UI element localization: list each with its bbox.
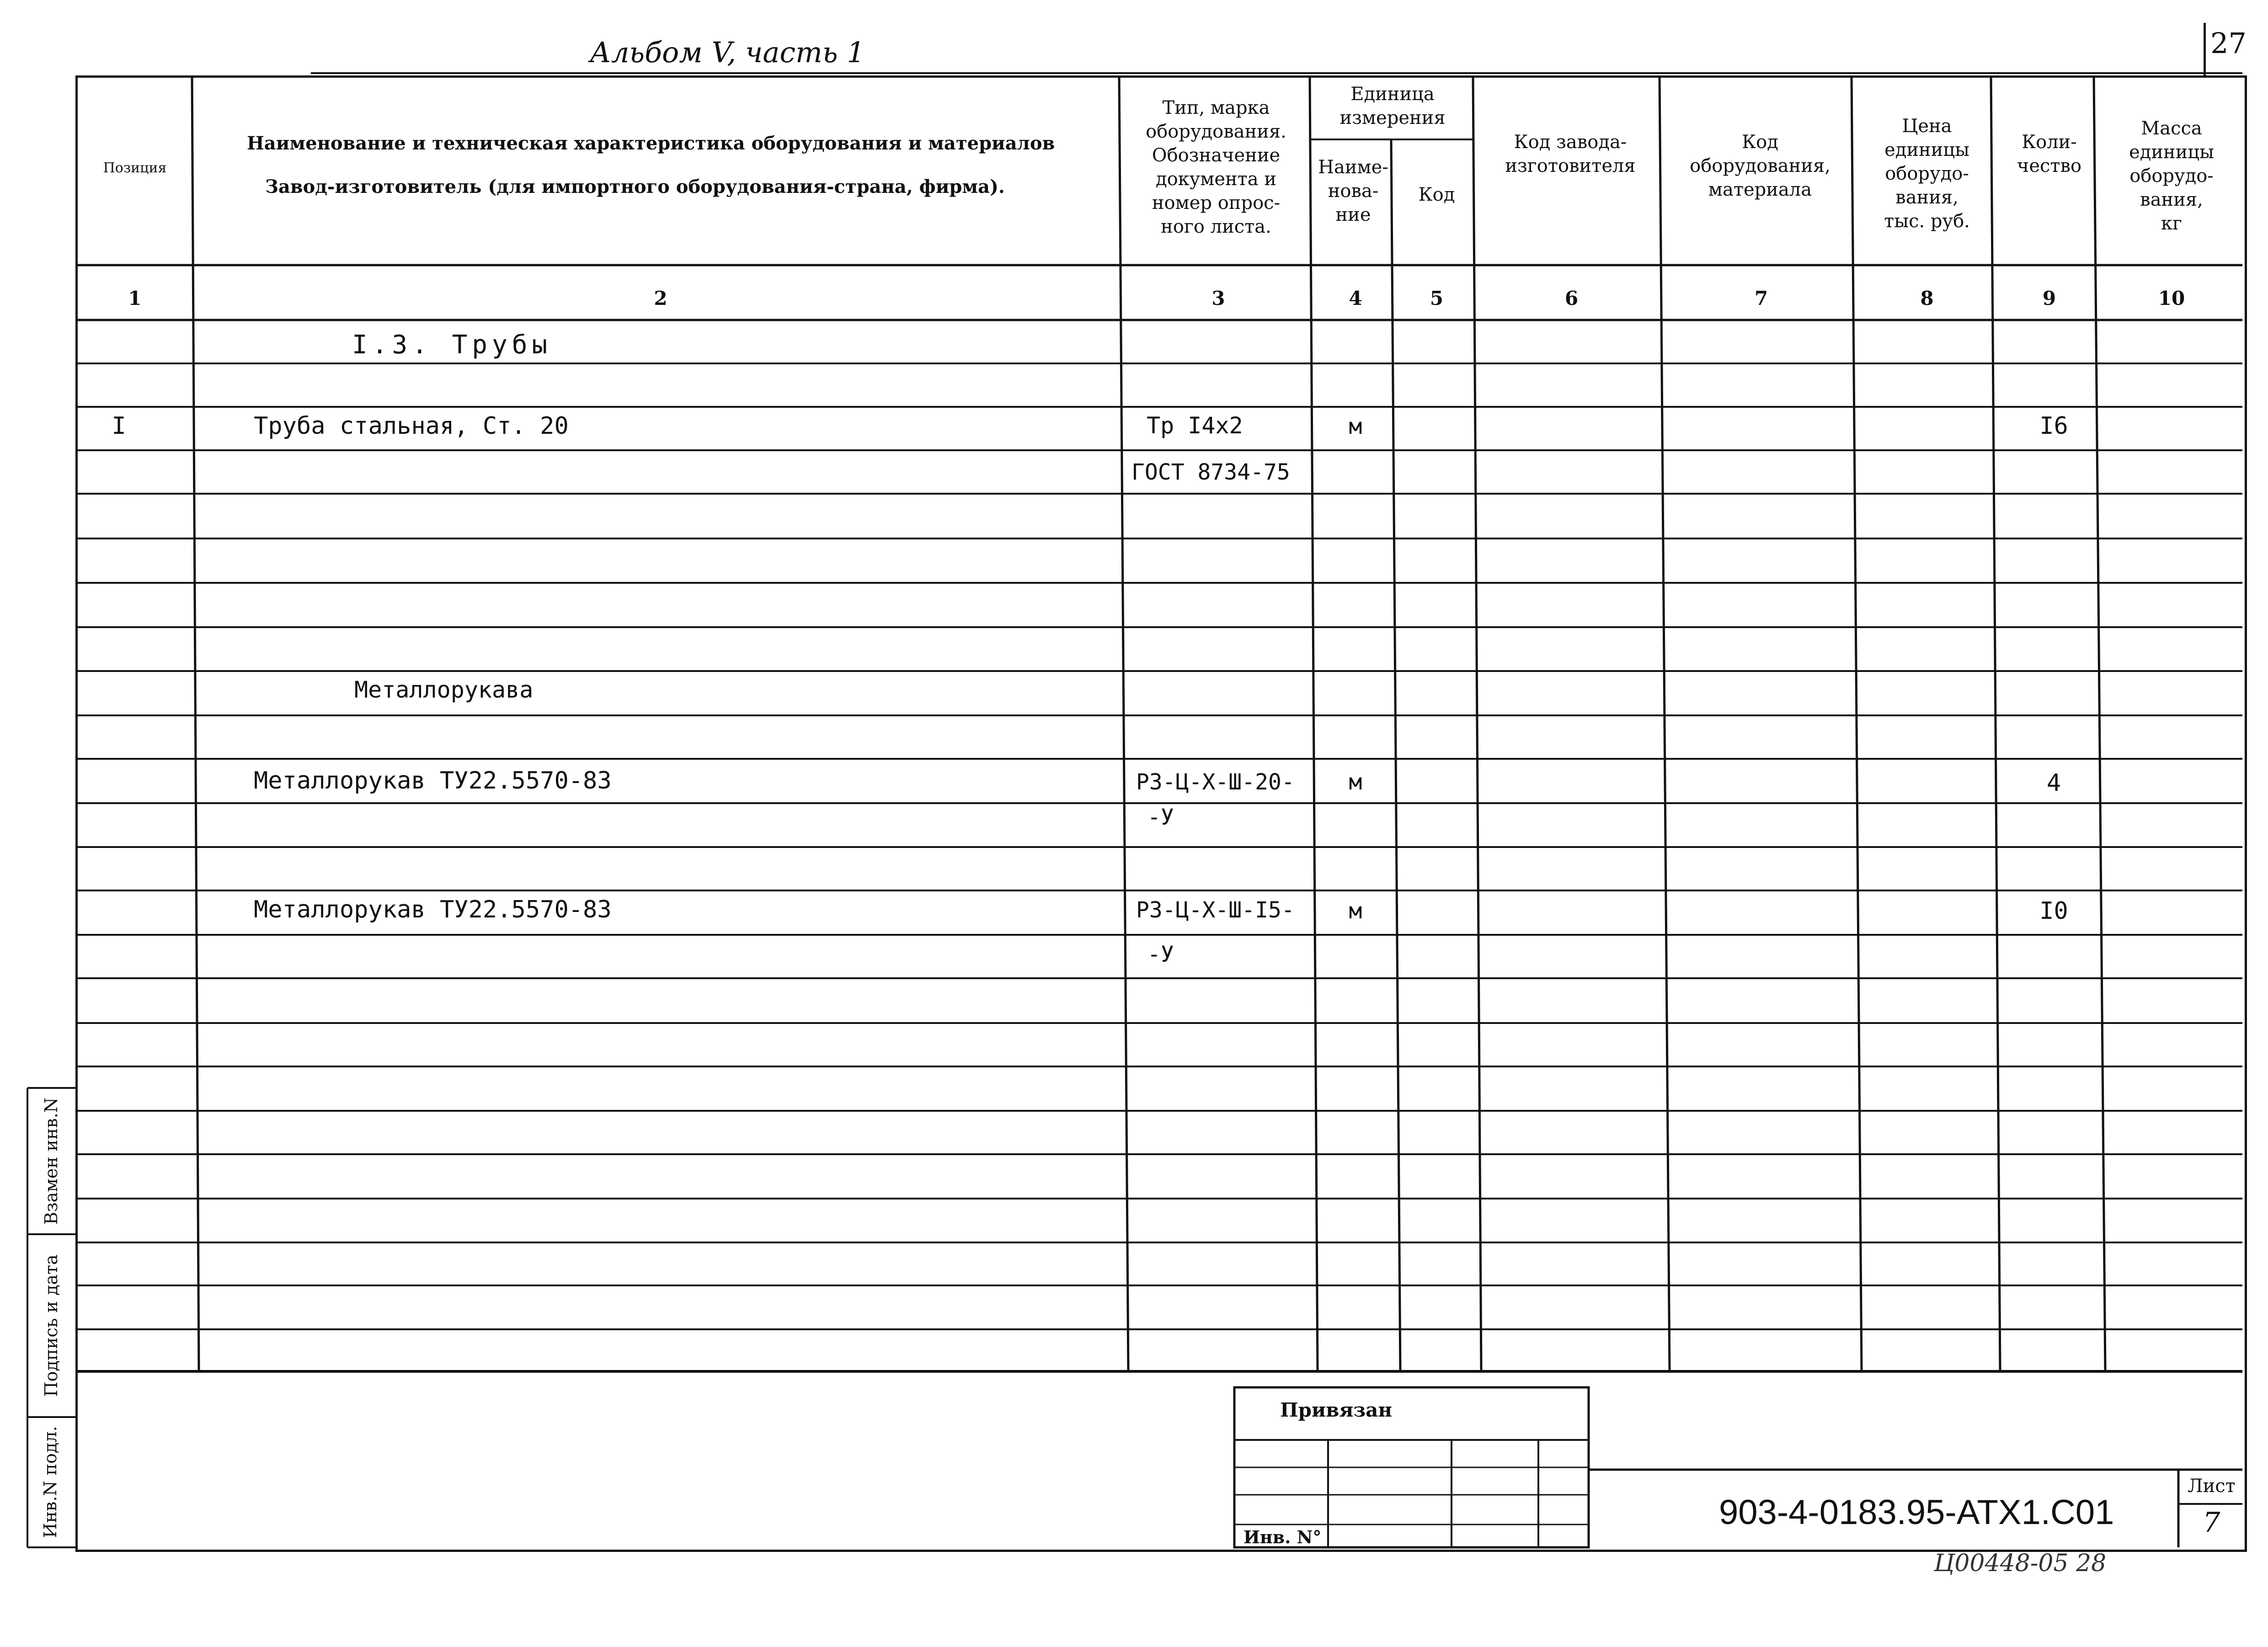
header-price-l1: Цена: [1902, 116, 1952, 137]
colnum-7: 7: [1754, 287, 1768, 309]
header-factory-l2: изготовителя: [1505, 155, 1636, 176]
hose1-type: РЗ-Ц-Х-Ш-20-: [1136, 769, 1295, 795]
header-type-l4: документа и: [1155, 169, 1277, 190]
header-unit-name-l1: Наиме-: [1318, 157, 1388, 178]
hose2-name: Металлорукав ТУ22.5570-83: [254, 896, 612, 923]
header-qty-l2: чество: [2017, 155, 2082, 176]
header-equip-l3: материала: [1708, 179, 1812, 200]
hose2-quantity: I0: [2039, 897, 2068, 925]
pipe-name: Труба стальная, Ст. 20: [254, 412, 569, 440]
header-unit-l2: измерения: [1339, 107, 1446, 128]
colnum-3: 3: [1211, 287, 1225, 309]
header-price-l2: единицы: [1884, 139, 1969, 160]
hose2-type: РЗ-Ц-Х-Ш-I5-: [1136, 897, 1295, 923]
header-quantity: [1998, 130, 2101, 178]
hose1-type-cont: -У: [1147, 805, 1174, 830]
album-title: Альбом V, часть 1: [590, 36, 865, 69]
colnum-8: 8: [1920, 287, 1934, 309]
sheet-number: 7: [2203, 1507, 2220, 1539]
colnum-9: 9: [2042, 287, 2056, 309]
header-type-l2: оборудования.: [1146, 121, 1286, 142]
pipe-quantity: I6: [2039, 412, 2068, 440]
hose2-unit: м: [1349, 898, 1362, 924]
page-number: 27: [2210, 27, 2247, 60]
stamp-inv-no: Инв. N°: [1243, 1527, 1322, 1547]
header-equip-l1: Код: [1742, 132, 1778, 153]
side-label-inv-original: Инв.N подл.: [40, 1426, 60, 1538]
colnum-4: 4: [1349, 287, 1362, 309]
header-name-line1: Наименование и техническая характеристика оборудования и материалов: [247, 133, 1055, 154]
header-mass-l2: единицы: [2129, 142, 2214, 163]
header-mass-l1: Масса: [2141, 118, 2202, 139]
side-label-signature-date: Подпись и дата: [41, 1254, 61, 1397]
header-type-l1: Тип, марка: [1162, 97, 1270, 118]
header-position: Позиция: [103, 160, 167, 176]
header-mass-l3: оборудо-: [2129, 165, 2214, 187]
header-unit-name: [1312, 155, 1394, 227]
header-type-l6: ного листа.: [1161, 216, 1271, 237]
hose2-type-cont: -У: [1147, 942, 1174, 967]
hose1-name: Металлорукав ТУ22.5570-83: [254, 767, 612, 794]
stamp-attached: Привязан: [1280, 1399, 1393, 1421]
section-title: I.3. Трубы: [352, 330, 552, 360]
pipe-gost: ГОСТ 8734-75: [1131, 459, 1290, 485]
header-type-l3: Обозначение: [1152, 145, 1281, 166]
footer-note: Ц00448-05 28: [1934, 1550, 2107, 1577]
header-price-l5: тыс. руб.: [1884, 211, 1970, 232]
header-unit-name-l2: нова-: [1328, 181, 1379, 202]
header-type: [1122, 96, 1310, 239]
header-price-l3: оборудо-: [1885, 163, 1969, 184]
sheet-label: Лист: [2188, 1476, 2236, 1497]
pipe-type: Тр I4х2: [1147, 412, 1243, 439]
subsection-hoses: Металлорукава: [354, 677, 534, 703]
header-qty-l1: Коли-: [2022, 132, 2077, 153]
header-equipment-code: [1666, 130, 1854, 202]
header-price: [1858, 114, 1996, 233]
colnum-6: 6: [1564, 287, 1579, 309]
header-mass-l5: кг: [2161, 213, 2182, 234]
side-label-replace-inv: Взамен инв.N: [41, 1097, 61, 1225]
header-unit-name-l3: ние: [1335, 204, 1371, 225]
header-equip-l2: оборудования,: [1690, 155, 1830, 176]
colnum-5: 5: [1430, 287, 1444, 309]
header-type-l5: номер опрос-: [1152, 192, 1281, 213]
header-unit-l1: Единица: [1350, 84, 1435, 105]
header-mass-l4: вания,: [2140, 189, 2203, 210]
hose1-unit: м: [1349, 769, 1362, 795]
header-factory-code: [1479, 130, 1662, 178]
colnum-1: 1: [128, 287, 142, 309]
header-mass: [2103, 117, 2240, 235]
header-price-l4: вания,: [1895, 187, 1958, 208]
header-name-line2: Завод-изготовитель (для импортного оборудования-страна, фирма).: [265, 176, 1005, 197]
document-code: 903-4-0183.95-АТХ1.С01: [1719, 1493, 2114, 1532]
pipe-unit: м: [1349, 414, 1362, 439]
colnum-10: 10: [2158, 287, 2185, 309]
colnum-2: 2: [654, 287, 667, 309]
header-unit-group: [1312, 82, 1473, 130]
hose1-quantity: 4: [2046, 769, 2061, 797]
header-factory-l1: Код завода-: [1514, 132, 1627, 153]
pipe-position: I: [112, 412, 126, 440]
header-unit-code: Код: [1418, 184, 1455, 205]
